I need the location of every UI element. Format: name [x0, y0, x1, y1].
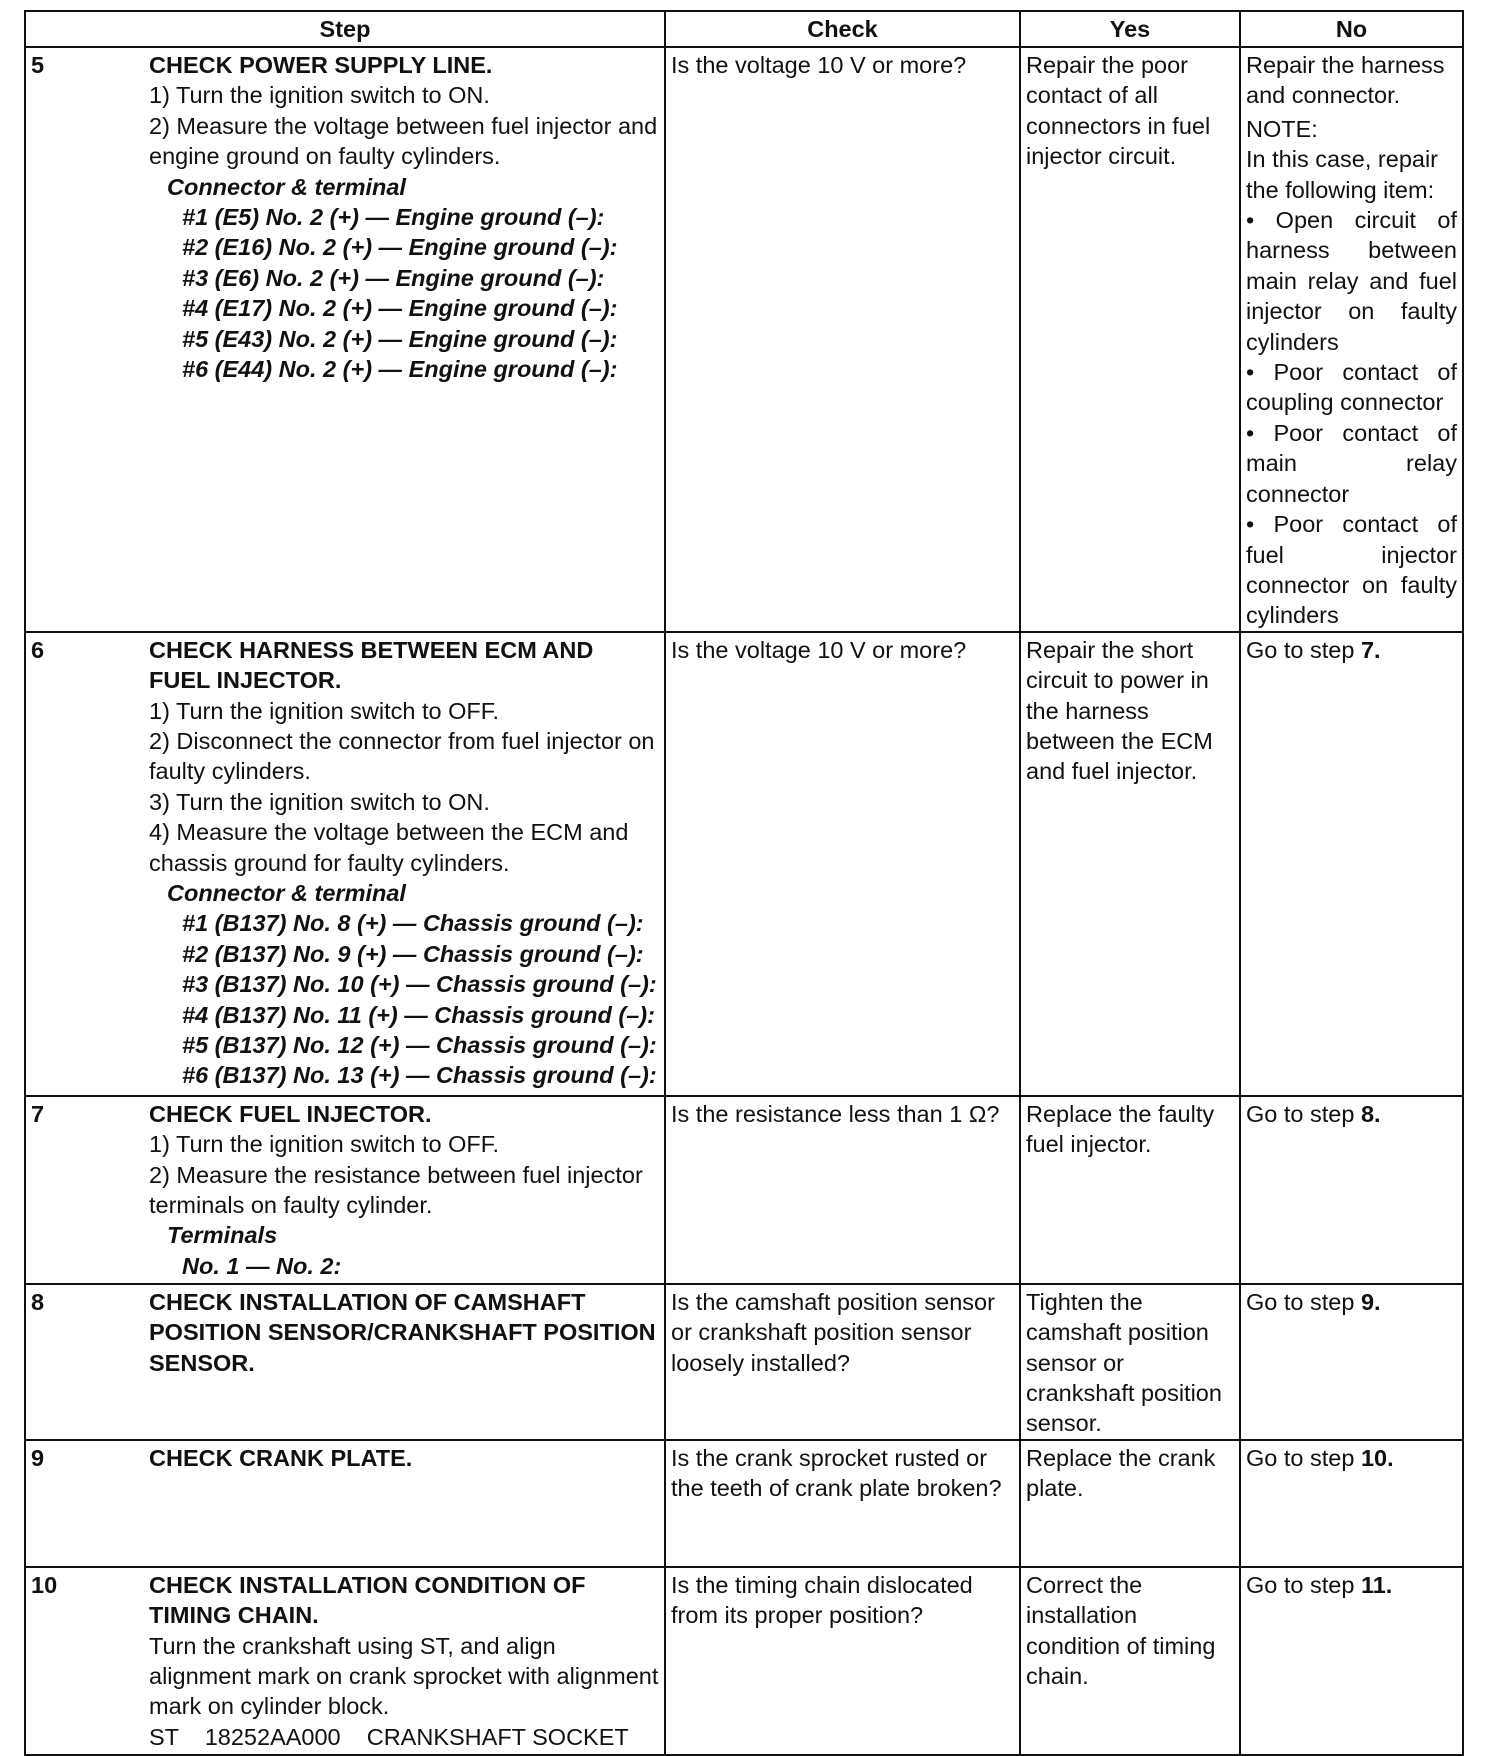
terminal-spec: #4 (B137) No. 11 (+) — Chassis ground (–): — [182, 1001, 655, 1028]
terminal-spec: #2 (B137) No. 9 (+) — Chassis ground (–): — [182, 940, 644, 967]
step-instruction: 2) Measure the resistance between fuel injector terminals on faulty cylinder. — [149, 1161, 643, 1218]
step-instruction: 2) Measure the voltage between fuel injector and engine ground on faulty cylinders. — [149, 112, 658, 170]
step-number: 8 — [31, 1288, 45, 1315]
no-cell — [1240, 1567, 1463, 1755]
terminal-spec: #2 (E16) No. 2 (+) — Engine ground (–): — [182, 234, 618, 261]
step-title: CHECK HARNESS BETWEEN ECM AND FUEL INJECTOR. — [149, 636, 594, 694]
yes-cell: Replace the crank plate. — [1020, 1440, 1240, 1567]
check-cell: Is the resistance less than 1 Ω? — [665, 1096, 1020, 1284]
goto-step-number: 8. — [1360, 1100, 1381, 1127]
header-yes: Yes — [1020, 11, 1240, 47]
no-cell — [1240, 1284, 1463, 1440]
step-number: 9 — [31, 1444, 45, 1471]
terminal-spec: #5 (E43) No. 2 (+) — Engine ground (–): — [182, 325, 618, 352]
yes-cell: Replace the faulty fuel injector. — [1020, 1096, 1240, 1284]
terminal-spec: #6 (E44) No. 2 (+) — Engine ground (–): — [182, 356, 618, 383]
step-instruction: 2) Disconnect the connector from fuel injector on faulty cylinders. — [149, 727, 655, 785]
check-cell: Is the voltage 10 V or more? — [665, 632, 1020, 1096]
goto-text: Go to step — [1246, 1571, 1361, 1598]
no-cell — [1240, 47, 1463, 632]
no-cell — [1240, 1096, 1463, 1284]
goto-step-number: 11. — [1360, 1571, 1393, 1598]
no-intro: Repair the harness and connector. — [1246, 52, 1445, 109]
step-cell — [25, 632, 665, 1096]
terminal-spec: #1 (B137) No. 8 (+) — Chassis ground (–): — [182, 910, 644, 937]
terminal-spec: #3 (B137) No. 10 (+) — Chassis ground (–): — [182, 971, 657, 998]
goto-step-number: 10. — [1360, 1444, 1394, 1471]
connector-terminal-label: Connector & terminal — [167, 879, 406, 906]
step-instruction: 3) Turn the ignition switch to ON. — [149, 788, 490, 815]
step-number: 5 — [31, 52, 45, 78]
step-cell — [25, 1284, 665, 1440]
check-cell: Is the crank sprocket rusted or the teeth of crank plate broken? — [665, 1440, 1020, 1567]
step-title: CHECK FUEL INJECTOR. — [149, 1100, 432, 1127]
no-cell — [1240, 632, 1463, 1096]
check-cell: Is the voltage 10 V or more? — [665, 47, 1020, 632]
goto-step-number: 7. — [1360, 636, 1381, 663]
check-cell: Is the camshaft position sensor or crankshaft position sensor loosely installed? — [665, 1284, 1020, 1440]
table-row — [25, 1284, 1463, 1440]
step-cell — [25, 1096, 665, 1284]
goto-text: Go to step — [1246, 636, 1361, 663]
step-instruction: 1) Turn the ignition switch to ON. — [149, 82, 490, 109]
note-label: NOTE: — [1246, 115, 1318, 142]
step-cell — [25, 47, 665, 632]
terminal-spec: #6 (B137) No. 13 (+) — Chassis ground (–): — [182, 1062, 657, 1089]
goto-step-number: 9. — [1360, 1288, 1381, 1315]
connector-terminal-label: Connector & terminal — [167, 173, 406, 200]
yes-cell: Repair the poor contact of all connectors in fuel injector circuit. — [1020, 47, 1240, 632]
step-instruction: 1) Turn the ignition switch to OFF. — [149, 1131, 500, 1158]
yes-cell: Correct the installation condition of timing chain. — [1020, 1567, 1240, 1755]
note-text: In this case, repair the following item: — [1246, 146, 1439, 203]
diagnostic-table — [24, 10, 1464, 1756]
goto-text: Go to step — [1246, 1100, 1361, 1127]
terminal-spec: #1 (E5) No. 2 (+) — Engine ground (–): — [182, 204, 605, 231]
step-number: 7 — [31, 1100, 45, 1127]
terminal-spec: #4 (E17) No. 2 (+) — Engine ground (–): — [182, 295, 618, 322]
terminal-spec: No. 1 — No. 2: — [182, 1252, 342, 1279]
yes-cell: Tighten the camshaft position sensor or crankshaft position sensor. — [1020, 1284, 1240, 1440]
note-item: • Poor contact of coupling connector — [1246, 359, 1457, 416]
step-title: CHECK INSTALLATION CONDITION OF TIMING CHAIN. — [149, 1571, 586, 1629]
goto-text: Go to step — [1246, 1288, 1361, 1315]
header-row — [25, 11, 1463, 47]
check-cell: Is the timing chain dislocated from its proper position? — [665, 1567, 1020, 1755]
special-tool: ST 18252AA000 CRANKSHAFT SOCKET — [149, 1723, 629, 1750]
terminal-spec: #5 (B137) No. 12 (+) — Chassis ground (–): — [182, 1032, 657, 1058]
table-row — [25, 1567, 1463, 1755]
note-item: • Poor contact of main relay connector — [1246, 419, 1457, 507]
note-item: • Open circuit of harness between main relay and fuel injector on faulty cylinders — [1246, 207, 1457, 355]
yes-cell: Repair the short circuit to power in the harness between the ECM and fuel injector. — [1020, 632, 1240, 1096]
step-cell — [25, 1567, 665, 1755]
note-item: • Poor contact of fuel injector connector on faulty cylinders — [1246, 511, 1457, 629]
step-cell — [25, 1440, 665, 1567]
no-cell — [1240, 1440, 1463, 1567]
table-row — [25, 1096, 1463, 1284]
header-no: No — [1240, 11, 1463, 47]
terminal-spec: #3 (E6) No. 2 (+) — Engine ground (–): — [182, 264, 605, 291]
step-instruction: 1) Turn the ignition switch to OFF. — [149, 697, 500, 724]
step-title: CHECK INSTALLATION OF CAMSHAFT POSITION SENSOR/CRANKSHAFT POSITION SENSOR. — [149, 1288, 656, 1376]
header-check: Check — [665, 11, 1020, 47]
step-number: 10 — [31, 1571, 58, 1598]
step-instruction: 4) Measure the voltage between the ECM and chassis ground for faulty cylinders. — [149, 819, 629, 876]
table-row — [25, 1440, 1463, 1567]
header-step: Step — [25, 11, 665, 47]
table-row — [25, 632, 1463, 1096]
step-title: CHECK POWER SUPPLY LINE. — [149, 52, 493, 78]
goto-text: Go to step — [1246, 1444, 1361, 1471]
table-row — [25, 47, 1463, 632]
terminals-label: Terminals — [167, 1222, 278, 1249]
step-number: 6 — [31, 636, 45, 663]
step-instruction: Turn the crankshaft using ST, and align alignment mark on crank sprocket with alignment mark on cylinder block. — [149, 1632, 659, 1720]
step-title: CHECK CRANK PLATE. — [149, 1444, 413, 1471]
